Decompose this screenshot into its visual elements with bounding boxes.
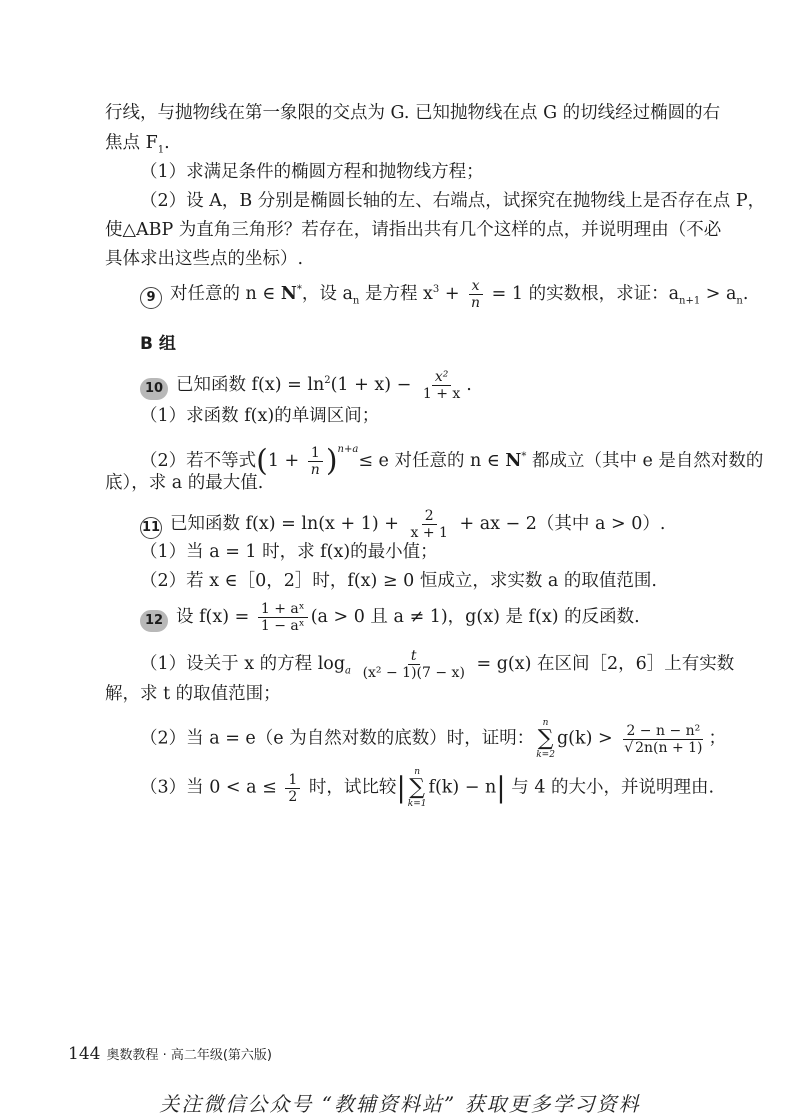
q8-part2-line1: （2）设 A，B 分别是椭圆长轴的左、右端点，试探究在抛物线上是否存在点 P，	[140, 191, 766, 211]
watermark-text: 关注微信公众号 “教辅资料站” 获取更多学习资料	[159, 1092, 641, 1116]
q12-part1: （1）设关于 x 的方程 $\log_a$ $\frac{t}{\text{(x² − 1)(7 − x)}}$ = g(x) 在区间［2，6］上有实数	[140, 648, 735, 681]
fraction: $\frac{x}{n}$	[468, 278, 483, 311]
page-footer	[68, 1044, 272, 1064]
book-title: 奥数教程 · 高二年级(第六版)	[106, 1048, 272, 1063]
question-12: 12 设 f(x) = $\frac{\text{1 + aˣ}}{\text{1 − aˣ}}$ (a > 0 且 a ≠ 1)，g(x) 是 f(x) 的反函数.	[140, 601, 640, 634]
fraction: $\frac{\text{2 − n − n²}}{√ 2n(n + 1)}$	[624, 722, 703, 756]
question-10: 10 已知函数 $f(x) = \ln^2(1 + x)$ − $\frac{\text{x²}}{1 + x}$ .	[140, 369, 472, 402]
q12-part2: （2）当 a = e（e 为自然对数的底数）时，证明： n ∑ k=2 g(k) > $\frac{\text{2 − n − n²}}{√ 2n(n + 1)}$ ；	[140, 718, 727, 760]
fraction: $\frac{2}{x + 1}$	[410, 508, 448, 541]
question-number-badge: 12	[140, 610, 168, 632]
fraction: $\frac{t}{\text{(x² − 1)(7 − x)}}$	[362, 648, 465, 681]
continuation-line-1: 行线，与抛物线在第一象限的交点为 G. 已知抛物线在点 G 的切线经过椭圆的右	[105, 103, 721, 123]
q11-part1: （1）当 a = 1 时，求 f(x)的最小值；	[140, 542, 438, 562]
summation: n ∑ k=1	[407, 767, 427, 809]
summation: n ∑ k=2	[536, 718, 555, 760]
q10-part1: （1）求函数 f(x)的单调区间；	[140, 406, 380, 426]
q8-part1: （1）求满足条件的椭圆方程和抛物线方程；	[140, 162, 484, 182]
q12-part3: （3）当 0 < a ≤ $\frac{1}{2}$ 时，试比较| n ∑ k=1 f(k) − n| 与 4 的大小，并说明理由.	[140, 767, 715, 809]
fraction: $\frac{1}{2}$	[285, 772, 300, 805]
question-number-badge: 11	[140, 517, 162, 539]
question-9: 9 对任意的 n ∈ N*，设 $a_n$ 是方程 $x^3$ + $\frac{x}{n}$ = 1 的实数根，求证：$a_{n+1} > a_n$.	[140, 278, 748, 313]
continuation-line-2: 焦点 $F_1$.	[105, 133, 170, 156]
page-number: 144	[68, 1044, 101, 1064]
q12-part1-line2: 解，求 t 的取值范围；	[105, 684, 281, 704]
q8-part2-line3: 具体求出这些点的坐标）.	[105, 249, 304, 269]
fraction: $\frac{1}{n}$	[308, 445, 323, 478]
fraction: $\frac{\text{1 + aˣ}}{\text{1 − aˣ}}$	[258, 601, 308, 634]
fraction: $\frac{\text{x²}}{1 + x}$	[422, 369, 461, 402]
question-number-badge: 10	[140, 378, 168, 400]
q10-part2-line2: 底），求 a 的最大值.	[105, 473, 264, 493]
question-11: 11 已知函数 f(x) = ln(x + 1) + $\frac{2}{x + 1}$ + ax − 2（其中 a > 0）.	[141, 508, 666, 541]
q11-part2: （2）若 x ∈［0，2］时，f(x) ≥ 0 恒成立，求实数 a 的取值范围.	[140, 571, 657, 591]
question-number-badge: 9	[140, 287, 162, 309]
q10-part2: （2）若不等式(1 + $\frac{1}{n}$ )$^{n+a}$≤ e 对任意的 n ∈ N* 都成立（其中 e 是自然对数的	[140, 443, 764, 479]
q8-part2-line2: 使△ABP 为直角三角形？若存在，请指出共有几个这样的点，并说明理由（不必	[105, 220, 722, 240]
section-b-heading: B 组	[140, 334, 176, 354]
